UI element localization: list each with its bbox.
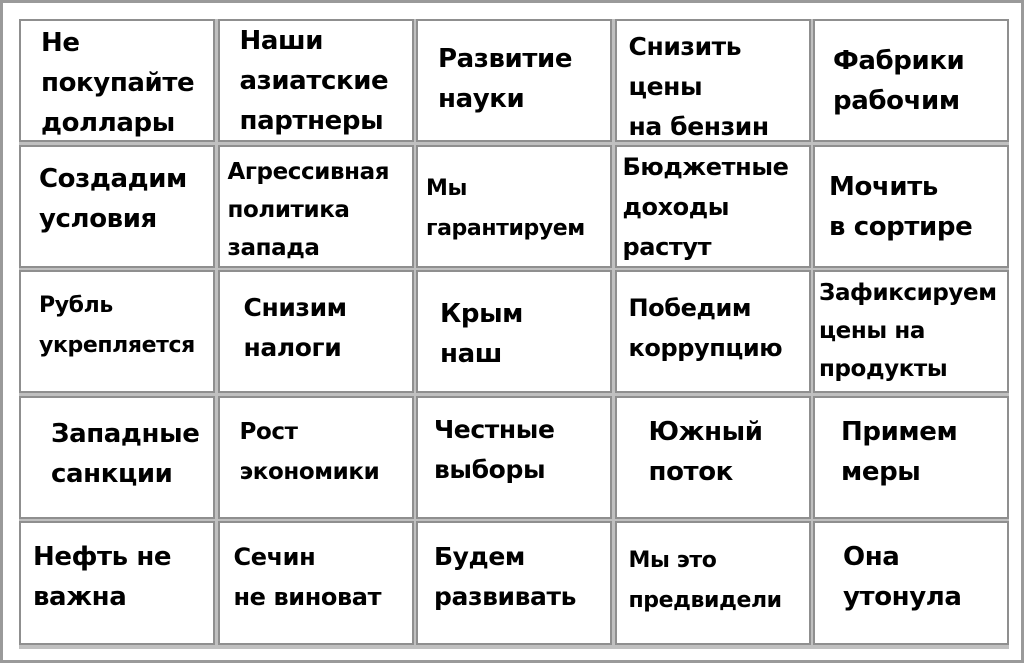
bingo-cell-text: Наши азиатские партнеры xyxy=(239,26,389,136)
bingo-cell[interactable] xyxy=(19,396,215,519)
bingo-cell[interactable] xyxy=(416,396,612,519)
bingo-cell[interactable] xyxy=(615,270,811,393)
bingo-cell-text: Победим коррупцию xyxy=(628,294,783,362)
bingo-cell-text: Честные выборы xyxy=(434,414,555,484)
bingo-cell-text: Она утонула xyxy=(843,542,962,612)
bingo-cell[interactable] xyxy=(416,270,612,393)
bingo-cell[interactable] xyxy=(813,396,1009,519)
bingo-cell-text: Развитие науки xyxy=(438,44,573,114)
bingo-grid xyxy=(19,19,1009,649)
bingo-cell[interactable] xyxy=(813,145,1009,268)
bingo-cell[interactable] xyxy=(615,521,811,645)
bingo-cell-text: Примем меры xyxy=(841,416,958,487)
bingo-cell-text: Будем развивать xyxy=(434,542,577,611)
bingo-cell[interactable] xyxy=(19,19,215,142)
bingo-cell-text: Мы это предвидели xyxy=(628,548,782,613)
bingo-cell[interactable] xyxy=(416,521,612,645)
bingo-card xyxy=(19,19,1009,649)
bingo-cell-text: Снизим налоги xyxy=(243,293,347,362)
bingo-cell-text: Бюджетные доходы растут xyxy=(622,152,789,261)
bingo-cell-text: Южный поток xyxy=(648,416,763,487)
bingo-cell-text: Крым наш xyxy=(440,299,524,369)
bingo-cell[interactable] xyxy=(416,145,612,268)
bingo-cell[interactable] xyxy=(19,521,215,645)
bingo-cell[interactable] xyxy=(19,145,215,268)
bingo-cell[interactable] xyxy=(218,145,414,268)
bingo-cell-text: Рост экономики xyxy=(239,418,380,485)
bingo-cell-text: Мы гарантируем xyxy=(426,175,585,241)
bingo-cell[interactable] xyxy=(218,521,414,645)
bingo-cell[interactable] xyxy=(615,19,811,142)
bingo-cell[interactable] xyxy=(218,19,414,142)
bingo-cell-text: Агрессивная политика запада xyxy=(227,158,390,261)
bingo-cell[interactable] xyxy=(218,396,414,519)
bingo-cell-text: Мочить в сортире xyxy=(829,171,973,242)
bingo-cell[interactable] xyxy=(218,270,414,393)
bingo-cell-text: Фабрики рабочим xyxy=(833,46,965,116)
bingo-cell[interactable] xyxy=(19,270,215,393)
bingo-cell-text: Снизить цены на бензин xyxy=(628,32,769,141)
bingo-cell[interactable] xyxy=(813,521,1009,645)
bingo-cell[interactable] xyxy=(813,270,1009,393)
bingo-cell-text: Рубль укрепляется xyxy=(39,293,195,358)
bingo-cell-text: Нефть не важна xyxy=(33,542,172,612)
bingo-cell[interactable] xyxy=(615,396,811,519)
bingo-cell-text: Не покупайте доллары xyxy=(41,28,195,138)
bingo-cell[interactable] xyxy=(813,19,1009,142)
bingo-cell[interactable] xyxy=(615,145,811,268)
bingo-cell[interactable] xyxy=(416,19,612,142)
bingo-cell-text: Сечин не виноват xyxy=(233,543,382,611)
bingo-cell-text: Создадим условия xyxy=(39,163,187,234)
bingo-cell-text: Западные санкции xyxy=(51,418,200,489)
bingo-cell-text: Зафиксируем цены на продукты xyxy=(819,280,997,382)
